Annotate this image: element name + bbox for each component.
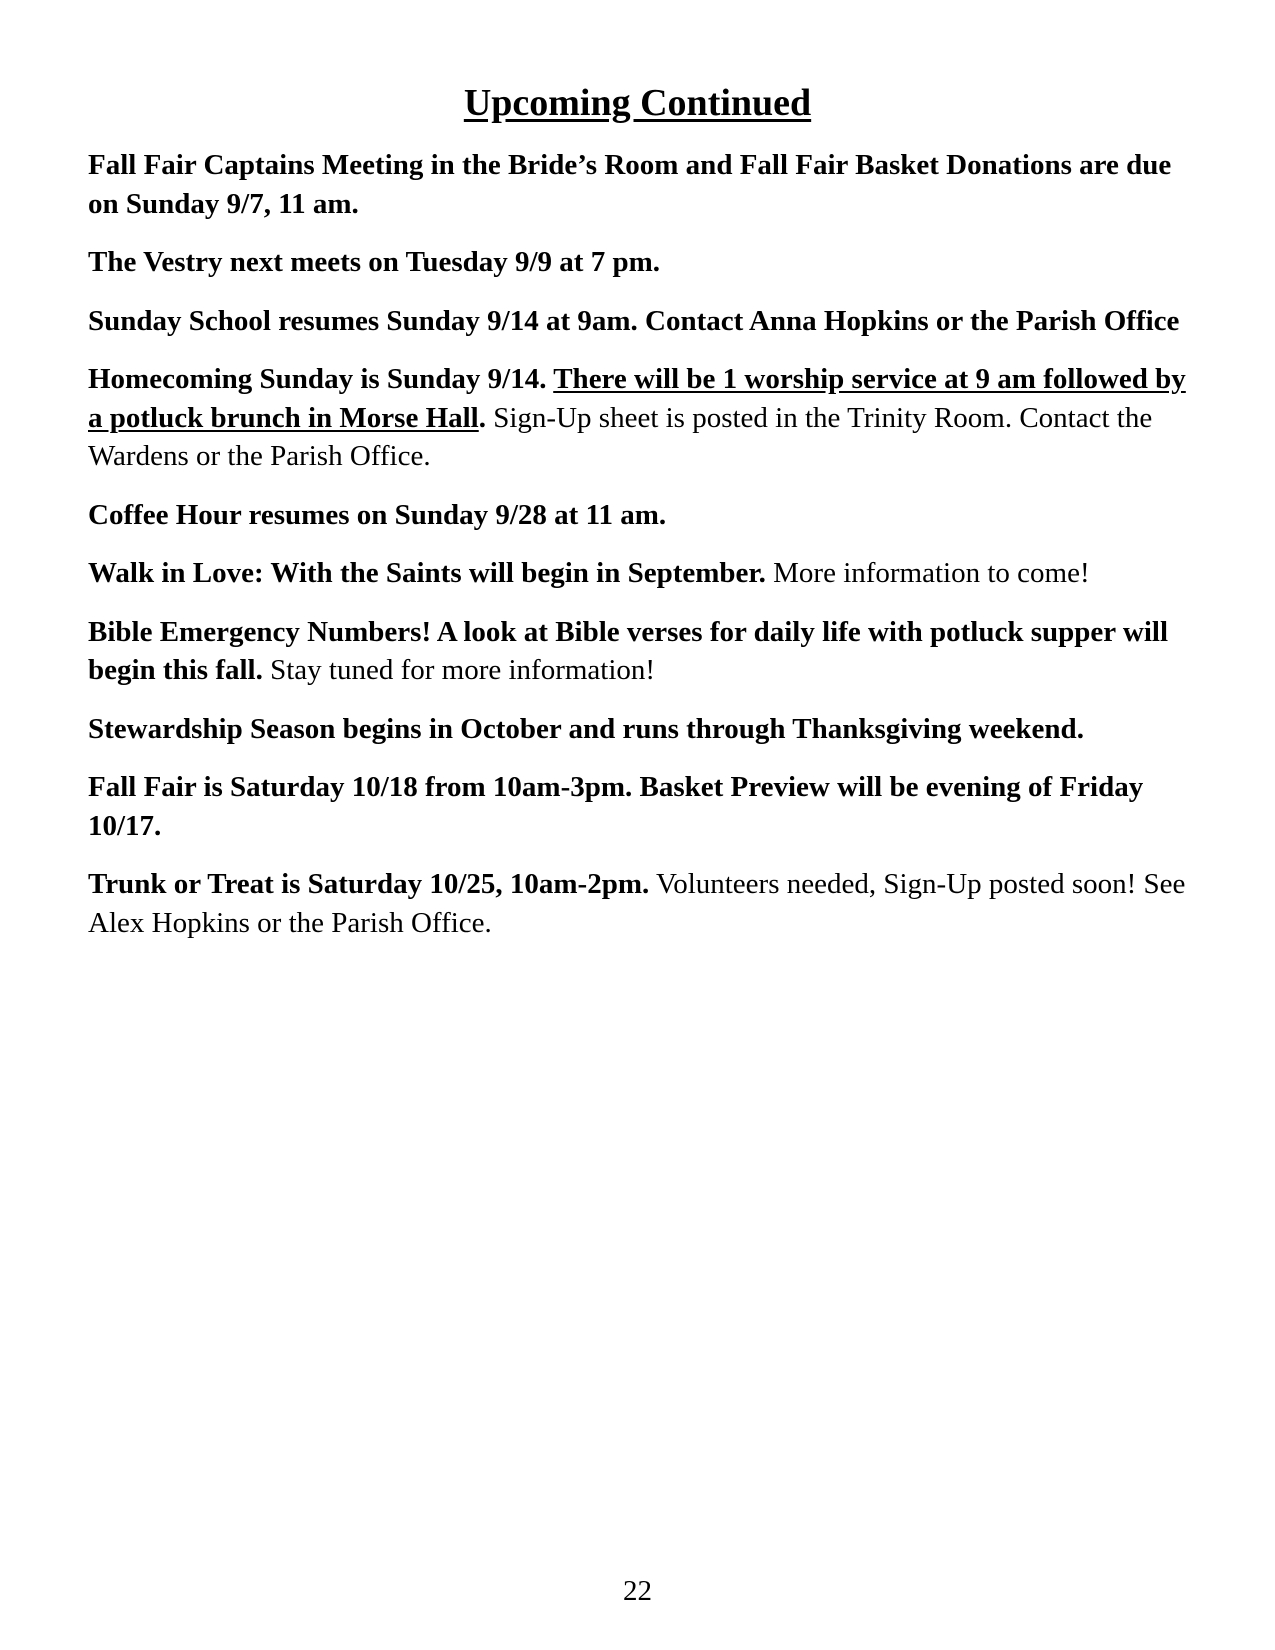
announcement-list: [88, 146, 1198, 962]
announcement-bold-text: Fall Fair is Saturday 10/18 from 10am-3pm. Basket Preview will be evening of Friday 10/17.: [88, 771, 1144, 842]
announcement-bold-text: The Vestry next meets on Tuesday 9/9 at 7 pm.: [88, 246, 660, 278]
announcement-bold-text: Walk in Love: With the Saints will begin in September.: [88, 557, 766, 589]
announcement-fall-fair: [88, 768, 1198, 845]
announcement-normal-text: Volunteers needed, Sign-Up posted soon! See Alex Hopkins or the Parish Office.: [88, 868, 1186, 939]
announcement-sunday-school: [88, 302, 1198, 341]
announcement-walk-in-love: [88, 554, 1198, 593]
announcement-normal-text: Stay tuned for more information!: [262, 654, 656, 686]
announcement-bible-emergency: [88, 613, 1198, 690]
announcement-bold-text: Coffee Hour resumes on Sunday 9/28 at 11 am.: [88, 498, 667, 531]
announcement-bold-text: Trunk or Treat is Saturday 10/25, 10am-2pm.: [88, 868, 650, 900]
announcement-bold-text: Fall Fair Captains Meeting in the Bride’s Room and Fall Fair Basket Donations are due on Sunday 9/7, 11 am.: [88, 149, 1172, 220]
announcement-bold-text: Homecoming Sunday is Sunday 9/14.: [88, 363, 554, 395]
announcement-normal-text: Sign-Up sheet is posted in the Trinity Room. Contact the Wardens or the Parish Office.: [88, 401, 1153, 472]
announcement-stewardship: [88, 710, 1198, 749]
page-title: Upcoming Continued: [463, 82, 812, 124]
announcement-vestry: [88, 243, 1198, 282]
announcement-underlined-text: There will be 1 worship service at 9 am followed by a potluck brunch in Morse Hall: [88, 363, 1186, 434]
announcement-bold-text: Bible Emergency Numbers! A look at Bible verses for daily life with potluck supper will begin this fall.: [88, 615, 1168, 686]
announcement-fall-fair-captains: [88, 146, 1198, 223]
page-number: 22: [623, 1575, 652, 1607]
announcement-normal-text: More information to come!: [765, 557, 1090, 589]
announcement-bold-text: Stewardship Season begins in October and runs through Thanksgiving weekend.: [88, 712, 1084, 745]
announcement-trunk-or-treat: [88, 865, 1198, 942]
announcement-coffee-hour: [88, 496, 1198, 535]
announcement-homecoming: [88, 360, 1198, 476]
announcement-bold-period: .: [478, 401, 486, 434]
announcement-bold-text: Sunday School resumes Sunday 9/14 at 9am. Contact Anna Hopkins or the Parish Office: [88, 304, 1180, 337]
